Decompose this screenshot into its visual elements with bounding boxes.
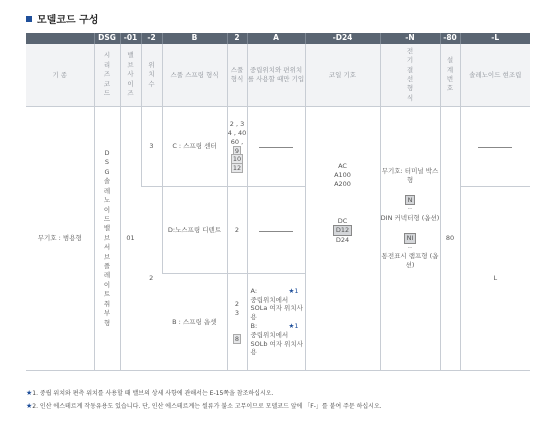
option-b: A: ★1 중립위치에서 SOLa 여자 위치사용 B: ★1 중립위치에서 SOLb 여자 위치사용 (247, 274, 305, 371)
star-icon: ★ (26, 389, 33, 397)
spool-d: D:노스프링 디텐트 (162, 187, 227, 274)
elec-value: 무기호: 터미널 박스형 N ·· DIN 커넥터형 (옵션) NI ·· 통전표시 램프형 (옵션) (380, 107, 440, 371)
title-bullet-icon (26, 16, 32, 22)
section-title (26, 11, 98, 26)
pos-2: 2 (141, 187, 162, 371)
sub-option: 중립위치와 편위치를 사용할 때만 기입 (247, 44, 305, 107)
sub-form: 스풀 형식 (227, 44, 247, 107)
forms-b: 2 3 8 (227, 274, 247, 371)
header-elec: -N (380, 33, 440, 44)
sub-sol: 솔레노이드 현조립 (460, 44, 530, 107)
pos-3: 3 (141, 107, 162, 187)
forms-d: 2 (227, 187, 247, 274)
title-text: 모델코드 구성 (37, 15, 99, 26)
sub-coil: 코일 기호 (305, 44, 380, 107)
dash-line (478, 147, 512, 148)
sub-pos: 위치수 (141, 44, 162, 107)
header-spool: B (162, 33, 227, 44)
header-blank (26, 33, 94, 44)
header-option: A (247, 33, 305, 44)
header-dsg: DSG (94, 33, 120, 44)
sub-spool: 스풀 스프링 형식 (162, 44, 227, 107)
dash-line (259, 231, 293, 232)
coil-value: AC A100 A200 DC D12 D24 (305, 107, 380, 371)
kind-value: 무기호 : 범용형 (26, 107, 94, 371)
dash-line (259, 147, 293, 148)
series-value: DSG솔레노이드밸브서브플레이트취부형 (94, 107, 120, 371)
spool-b: B : 스프링 옵셋 (162, 274, 227, 371)
sub-series: 시리즈코드 (94, 44, 120, 107)
header-row (26, 33, 530, 44)
sub-kind: 기 종 (26, 44, 94, 107)
option-d (247, 187, 305, 274)
design-value: 80 (440, 107, 460, 371)
footnote-1: ★1. 중립 위치와 편측 위치를 사용할 때 밸브의 상세 사항에 관해서는 E-15쪽을 참조하십시오. (26, 389, 274, 397)
star-icon: ★ (26, 402, 33, 410)
sol-empty (460, 107, 530, 187)
sub-design: 설계 번호 (440, 44, 460, 107)
header-sol: -L (460, 33, 530, 44)
header-size: -01 (120, 33, 141, 44)
forms-c: 2 , 3 4 , 40 60 , 9 10 12 (227, 107, 247, 187)
footnotes (26, 387, 382, 413)
sol-l: L (460, 187, 530, 371)
model-code-table (26, 33, 530, 371)
footnote-2: ★2. 인산 에스테르계 작동유용도 있습니다. 단, 인산 에스테르계는 씰류가 불소 고무이므로 모델코드 앞에 「F-」를 붙여 주문 하십시오. (26, 402, 382, 410)
size-value: 01 (120, 107, 141, 371)
header-form: 2 (227, 33, 247, 44)
spool-c: C : 스프링 센터 (162, 107, 227, 187)
subheader-row (26, 44, 530, 107)
header-design: -80 (440, 33, 460, 44)
option-c (247, 107, 305, 187)
header-coil: -D24 (305, 33, 380, 44)
header-pos: -2 (141, 33, 162, 44)
sub-elec: 전기 결선 형식 (380, 44, 440, 107)
body-row-c (26, 107, 530, 187)
sub-size: 밸브사이즈 (120, 44, 141, 107)
